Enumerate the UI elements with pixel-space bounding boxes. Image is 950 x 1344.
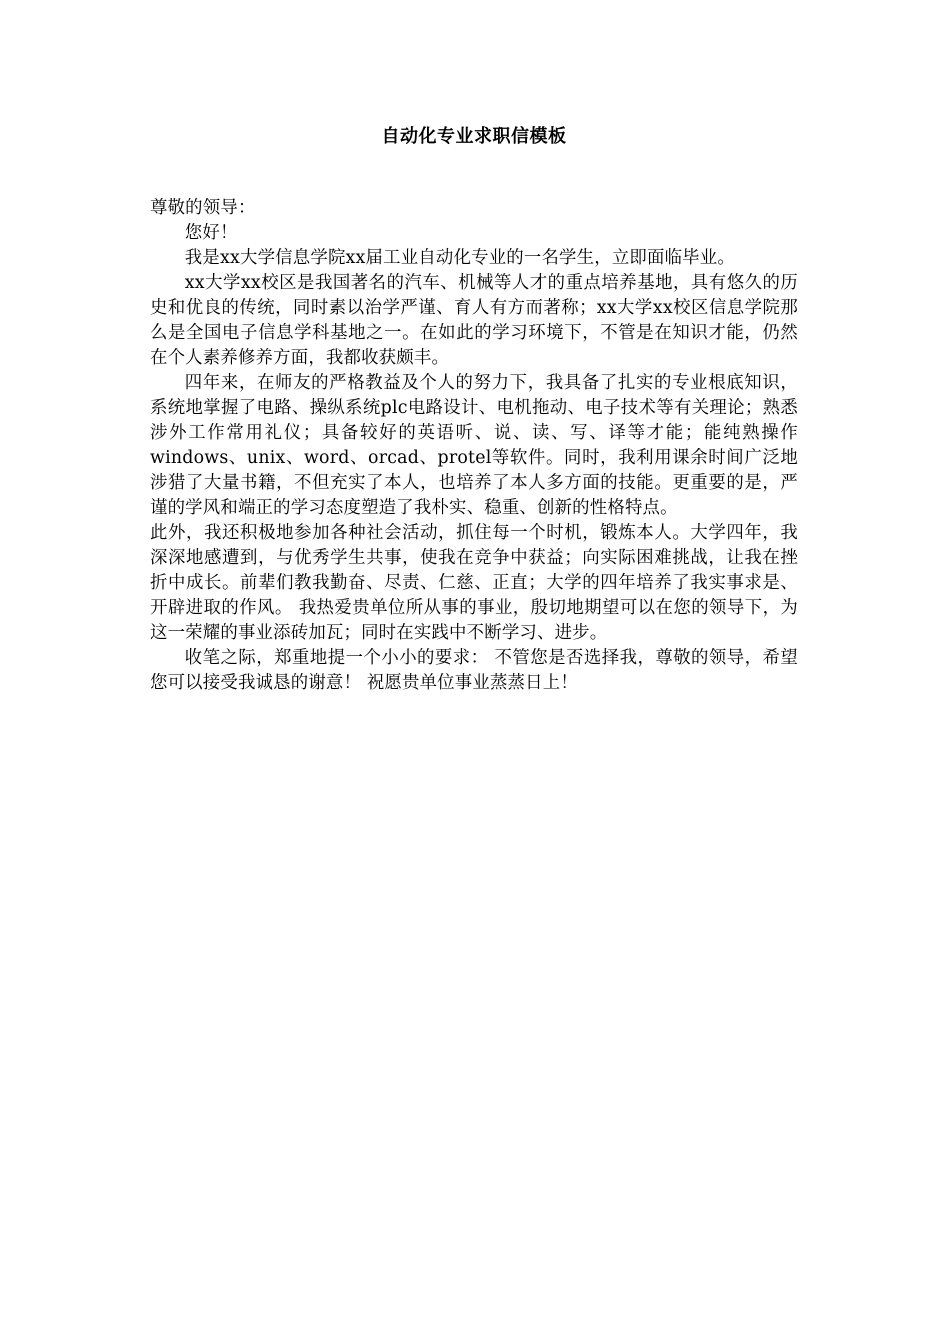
salutation: 尊敬的领导： [150,198,256,218]
paragraph-school: xx大学xx校区是我国著名的汽车、机械等人才的重点培养基地，具有悠久的历史和优良的传统，同时素以治学严谨、育人有方而著称；xx大学xx校区信息学院那么是全国电子信息学科基地之一。在如此的学习环境下，不管是在知识才能，仍然在个人素养修养方面，我都收获颇丰。 [150,273,798,368]
paragraph-closing: 收笔之际，郑重地提一个小小的要求： 不管您是否选择我，尊敬的领导，希望您可以接受我诚恳的谢意！ 祝愿贵单位事业蒸蒸日上！ [150,648,798,693]
paragraph-intro: 我是xx大学信息学院xx届工业自动化专业的一名学生，立即面临毕业。 [184,248,735,268]
paragraph-activities: 此外，我还积极地参加各种社会活动，抓住每一个时机，锻炼本人。大学四年，我深深地感遭到，与优秀学生共事，使我在竞争中获益；向实际困难挑战，让我在挫折中成长。前辈们教我勤奋、尽责、仁慈、正直；大学的四年培养了我实事求是、开辟进取的作风。 我热爱贵单位所从事的事业，殷切地期望可以在您的领导下，为这一荣耀的事业添砖加瓦；同时在实践中不断学习、进步。 [150,523,798,643]
document-title: 自动化专业求职信模板 [381,126,567,147]
document-page [150,124,798,696]
greeting: 您好！ [184,223,238,243]
paragraph-skills: 四年来，在师友的严格教益及个人的努力下，我具备了扎实的专业根底知识，系统地掌握了电路、操纵系统plc电路设计、电机拖动、电子技术等有关理论；熟悉涉外工作常用礼仪；具备较好的英语听、说、读、写、译等才能；能纯熟操作windows、unix、word、orcad、protel等软件。同时，我利用课余时间广泛地涉猎了大量书籍，不但充实了本人，也培养了本人多方面的技能。更重要的是，严谨的学风和端正的学习态度塑造了我朴实、稳重、创新的性格特点。 [150,373,798,518]
